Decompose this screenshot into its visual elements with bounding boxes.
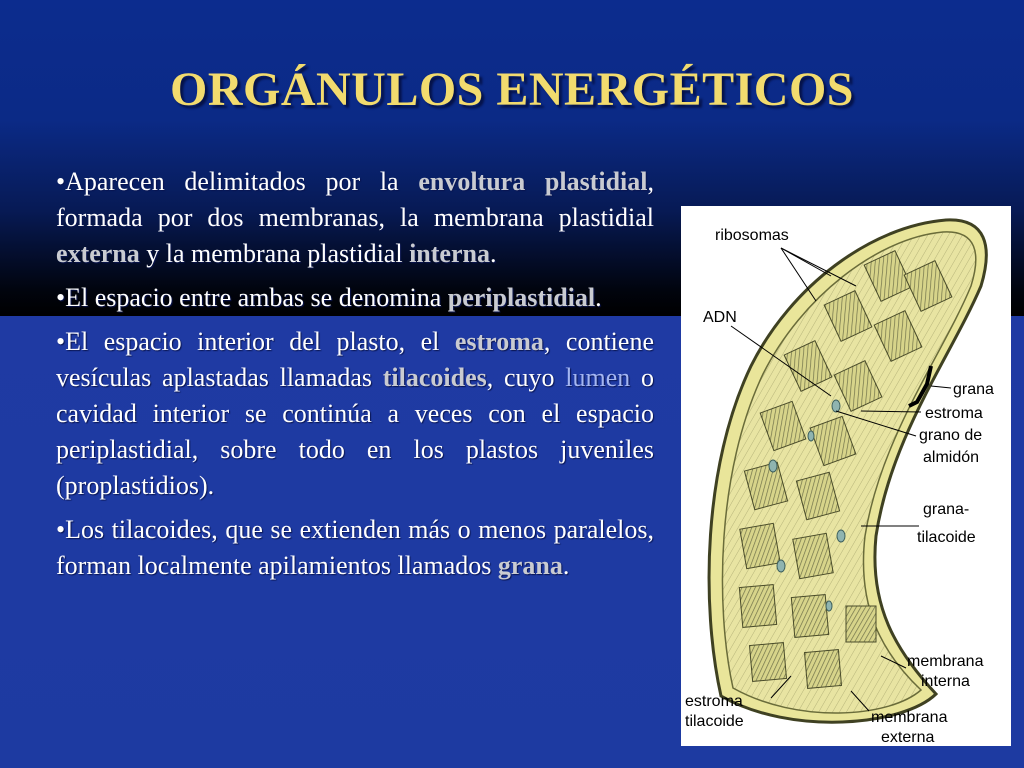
label-grano-1: grano de — [919, 427, 983, 444]
bullet-text: y la membrana plastidial — [139, 239, 410, 268]
bullet-text: o cavidad interior se continúa a veces con el espacio periplastidial, sobre todo en los plastos juveniles (proplastidios). — [56, 363, 655, 500]
label-estroma-tilacoide-1: estroma — [685, 693, 743, 710]
label-membrana-interna-2: interna — [921, 673, 970, 690]
bold-term: externa — [56, 239, 140, 268]
label-membrana-externa-2: externa — [881, 729, 935, 746]
bold-term: estroma — [454, 327, 544, 356]
bold-term: grana — [497, 551, 563, 580]
label-estroma-tilacoide-2: tilacoide — [685, 713, 744, 730]
bullet-text: •El espacio entre ambas se denomina — [56, 283, 448, 312]
bullet-1 — [56, 164, 654, 272]
bullet-text: . — [595, 283, 602, 312]
bullet-list — [56, 164, 654, 592]
bullet-4 — [56, 512, 654, 584]
bullet-2 — [56, 280, 654, 316]
bold-term: tilacoides — [382, 363, 487, 392]
label-adn: ADN — [703, 309, 737, 326]
chloroplast-diagram — [681, 206, 1011, 746]
bullet-text: •Los tilacoides, que se extienden más o menos paralelos, forman localmente apilamientos llamados — [56, 515, 654, 580]
label-grana-tilacoide-2: tilacoide — [917, 529, 976, 546]
highlight-term: lumen — [565, 363, 631, 392]
label-ribosomas: ribosomas — [715, 227, 789, 244]
label-membrana-externa-1: membrana — [871, 709, 948, 726]
slide-title: ORGÁNULOS ENERGÉTICOS — [170, 63, 854, 116]
label-grano-2: almidón — [923, 449, 980, 466]
bullet-3 — [56, 324, 654, 504]
chloroplast-illustration — [681, 206, 1011, 746]
bullet-text: , formada por dos membranas, la membrana plastidial — [56, 167, 655, 232]
bullet-text: . — [562, 551, 570, 580]
bullet-text: . — [489, 239, 497, 268]
bullet-text: , contiene vesículas aplastadas llamadas — [56, 327, 654, 392]
bold-term: interna — [409, 239, 490, 268]
label-grana: grana — [953, 381, 994, 398]
label-estroma: estroma — [925, 405, 983, 422]
bold-term: envoltura plastidial — [418, 167, 648, 196]
bullet-text: •El espacio interior del plasto, el — [56, 327, 455, 356]
label-membrana-interna-1: membrana — [907, 653, 984, 670]
bullet-text: , cuyo — [486, 363, 566, 392]
label-grana-tilacoide-1: grana- — [923, 501, 970, 518]
bold-term: periplastidial — [447, 283, 596, 312]
bullet-text: •Aparecen delimitados por la — [56, 167, 419, 196]
